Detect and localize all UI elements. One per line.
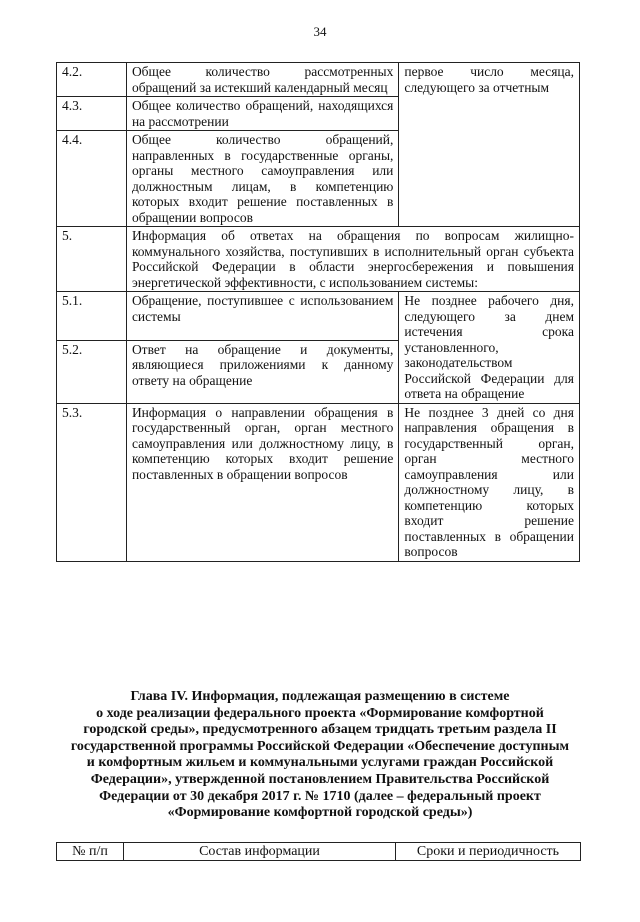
information-cell: Общее количество рассмотренных обращений за истекший календарный месяц [126,63,398,97]
deadline-cell: Не позднее 3 дней со дня направления обращения в государственный орган, орган местного самоуправления или должностному лицу, в компетенцию которых входит решение поставленных в обращении вопросов [399,403,580,561]
row-number: 4.2. [57,63,127,97]
chapter-heading [60,689,580,822]
row-number: 4.3. [57,97,127,131]
heading-line: о ходе реализации федерального проекта «Формирование комфортной [96,705,544,721]
row-number: 5.3. [57,403,127,561]
information-cell: Общее количество обращений, направленных в государственные органы, органы местного самоуправления или должностным лицам, в компетенцию которых входит решение поставленных в обращении вопросов [126,131,398,227]
chapter-table-header [56,842,581,861]
row-number: 5.2. [57,340,127,403]
table-header-row [57,843,581,861]
table-row [57,227,580,292]
information-cell: Общее количество обращений, находящихся на рассмотрении [126,97,398,131]
information-cell: Информация о направлении обращения в государственный орган, орган местного самоуправления или должностному лицу, в компетенцию которых входит решение поставленных в обращении вопросов [126,403,398,561]
page-number: 34 [313,24,327,39]
table-row [57,292,580,341]
heading-line: и комфортным жильем и коммунальными услугами граждан Российской [86,755,554,771]
information-cell: Информация об ответах на обращения по вопросам жилищно-коммунального хозяйства, поступивших в исполнительный орган субъекта Российской Федерации в области энергосбережения и повышения энергетической эффективности, с использованием системы: [126,227,579,292]
row-number: 4.4. [57,131,127,227]
row-number: 5.1. [57,292,127,341]
table-row [57,63,580,97]
information-cell: Ответ на обращение и документы, являющиеся приложениями к данному ответу на обращение [126,340,398,403]
row-number: 5. [57,227,127,292]
column-header-deadline: Сроки и периодичность [396,843,581,861]
heading-line: Глава IV. Информация, подлежащая размещению в системе [130,689,510,704]
deadline-cell: первое число месяца, следующего за отчетным [399,63,580,227]
heading-line: «Формирование комфортной городской среды») [167,805,473,821]
information-cell: Обращение, поступившее с использованием системы [126,292,398,341]
heading-line: Федерации», утвержденной постановлением Правительства Российской [90,771,550,787]
table-row [57,403,580,561]
column-header-number: № п/п [57,843,124,861]
column-header-content: Состав информации [124,843,396,861]
heading-line: Федерации от 30 декабря 2017 г. № 1710 (далее – федеральный проект [99,788,541,804]
heading-line: государственной программы Российской Федерации «Обеспечение доступным [70,738,570,754]
information-table [56,62,580,562]
heading-line: городской среды», предусмотренного абзацем тридцать третьим раздела II [83,722,557,738]
deadline-cell: Не позднее рабочего дня, следующего за днем истечения срока установленного, законодательством Российской Федерации для ответа на обращение [399,292,580,404]
